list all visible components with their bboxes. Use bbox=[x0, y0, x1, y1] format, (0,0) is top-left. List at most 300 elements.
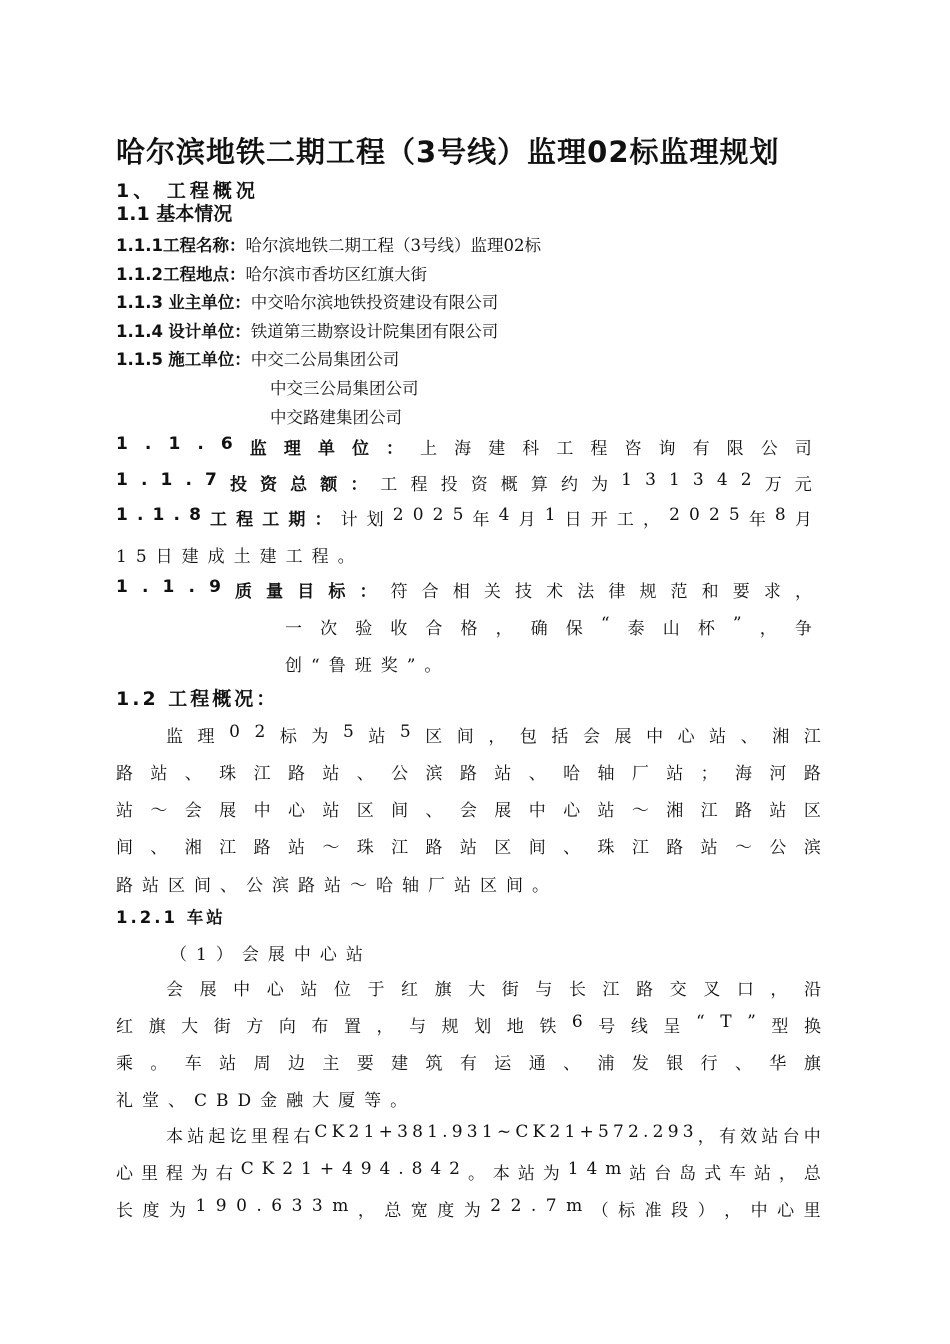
glyph: 1 bbox=[168, 434, 190, 454]
glyph: m bbox=[332, 1196, 349, 1216]
glyph: 中 bbox=[803, 1127, 821, 1147]
glyph: 2 bbox=[652, 1122, 664, 1142]
glyph: 包 bbox=[519, 727, 537, 747]
glyph: 站 bbox=[769, 801, 787, 821]
glyph: 总 bbox=[803, 1164, 821, 1184]
glyph: 3 bbox=[466, 1122, 478, 1142]
glyph: 2 bbox=[282, 1159, 294, 1179]
glyph: 心 bbox=[287, 801, 305, 821]
glyph: 1 bbox=[195, 1196, 207, 1216]
glyph: 要 bbox=[732, 582, 759, 602]
glyph: 2 bbox=[669, 505, 689, 525]
glyph: 、 bbox=[563, 838, 581, 858]
item-quality-continued-2: 创“鲁班奖”。 bbox=[285, 656, 451, 676]
glyph: 监 bbox=[166, 727, 183, 747]
glyph: 0 bbox=[236, 1196, 247, 1216]
item-value: 哈尔滨地铁二期工程（3号线）监理02标 bbox=[245, 236, 541, 255]
overview-line bbox=[166, 722, 821, 747]
glyph: 2 bbox=[708, 505, 729, 525]
glyph: ， bbox=[642, 510, 669, 530]
glyph: 起 bbox=[208, 1127, 226, 1147]
glyph: 概 bbox=[500, 475, 527, 495]
item-owner bbox=[116, 289, 498, 313]
glyph: 江 bbox=[391, 838, 409, 858]
item-value: 中交二公局集团公司 bbox=[250, 350, 400, 369]
glyph: 会 bbox=[582, 727, 600, 747]
station-line-last: 礼堂、CBD金融大厦等。 bbox=[116, 1091, 417, 1111]
glyph: . bbox=[173, 505, 189, 525]
glyph: 期 bbox=[288, 510, 315, 530]
station-line bbox=[116, 1012, 821, 1037]
glyph: 湘 bbox=[184, 838, 202, 858]
glyph: 标 bbox=[328, 582, 355, 602]
item-value: 铁道第三勘察设计院集团有限公司 bbox=[250, 322, 499, 341]
glyph: 2 bbox=[510, 1196, 522, 1216]
glyph: 程 bbox=[272, 1127, 290, 1147]
glyph: 要 bbox=[356, 1054, 374, 1074]
glyph: 7 bbox=[612, 1122, 624, 1142]
glyph: K bbox=[331, 1122, 345, 1142]
glyph: 号 bbox=[598, 1017, 616, 1037]
glyph: 会 bbox=[459, 801, 477, 821]
glyph: 标 bbox=[618, 1201, 636, 1221]
glyph: 9 bbox=[215, 1196, 227, 1216]
glyph: ， bbox=[724, 1201, 742, 1221]
glyph: 站 bbox=[116, 801, 133, 821]
glyph: 1 bbox=[116, 577, 137, 597]
glyph: 路 bbox=[253, 838, 271, 858]
glyph: 7 bbox=[545, 1196, 557, 1216]
item-number: 1.1.5 bbox=[116, 350, 163, 369]
detail-line bbox=[116, 1159, 821, 1184]
glyph: 中 bbox=[233, 980, 251, 1000]
glyph: 有 bbox=[718, 1127, 736, 1147]
glyph: 建 bbox=[488, 439, 515, 459]
glyph: 江 bbox=[631, 838, 649, 858]
glyph: 律 bbox=[608, 582, 635, 602]
glyph: ～ bbox=[631, 801, 649, 821]
glyph: 口 bbox=[736, 980, 754, 1000]
glyph: 路 bbox=[636, 980, 654, 1000]
glyph: 台 bbox=[782, 1127, 800, 1147]
glyph: 向 bbox=[278, 1017, 296, 1037]
glyph: 中 bbox=[646, 727, 664, 747]
glyph: 江 bbox=[253, 764, 271, 784]
glyph: 里 bbox=[140, 1164, 158, 1184]
glyph: ， bbox=[495, 619, 522, 639]
glyph: 宽 bbox=[410, 1201, 428, 1221]
glyph: 合 bbox=[421, 582, 448, 602]
item-label: 施工单位： bbox=[168, 350, 251, 369]
glyph: 间 bbox=[116, 838, 133, 858]
glyph: 度 bbox=[142, 1201, 160, 1221]
item-quality-continued-1 bbox=[285, 614, 821, 639]
glyph: 、 bbox=[184, 764, 202, 784]
item-number: 1.1.3 bbox=[116, 293, 163, 312]
glyph: 边 bbox=[287, 1054, 305, 1074]
glyph: 程 bbox=[236, 510, 263, 530]
item-label: 设计单位： bbox=[168, 322, 251, 341]
glyph: 。 bbox=[150, 1054, 168, 1074]
glyph: 收 bbox=[390, 619, 417, 639]
section-heading-1-1: 1.1 基本情况 bbox=[116, 203, 233, 225]
glyph: 验 bbox=[355, 619, 382, 639]
glyph: 3 bbox=[645, 470, 665, 490]
glyph: 2 bbox=[392, 505, 413, 525]
glyph: 间 bbox=[528, 838, 546, 858]
glyph: 心 bbox=[266, 980, 284, 1000]
glyph: 为 bbox=[591, 475, 618, 495]
glyph: 右 bbox=[215, 1164, 233, 1184]
glyph: ， bbox=[759, 619, 786, 639]
glyph: 站 bbox=[287, 838, 305, 858]
glyph: 、 bbox=[425, 801, 443, 821]
glyph: 本 bbox=[492, 1164, 510, 1184]
glyph: 公 bbox=[760, 439, 787, 459]
glyph: 位 bbox=[351, 439, 378, 459]
glyph: 发 bbox=[631, 1054, 649, 1074]
glyph: 括 bbox=[551, 727, 569, 747]
glyph: 站 bbox=[517, 1164, 535, 1184]
glyph: 珠 bbox=[356, 838, 374, 858]
station-line bbox=[166, 975, 821, 1000]
overview-line bbox=[116, 759, 821, 784]
glyph: 1 bbox=[669, 470, 689, 490]
glyph: 心 bbox=[677, 727, 695, 747]
glyph: 珠 bbox=[597, 838, 615, 858]
glyph: 目 bbox=[297, 582, 324, 602]
glyph: . bbox=[398, 1159, 404, 1179]
glyph: 行 bbox=[700, 1054, 718, 1074]
glyph: 3 bbox=[397, 1122, 408, 1142]
glyph: 区 bbox=[425, 727, 443, 747]
glyph: 于 bbox=[367, 980, 385, 1000]
glyph: 标 bbox=[279, 727, 297, 747]
glyph: 滨 bbox=[803, 838, 821, 858]
glyph: 资 bbox=[470, 475, 497, 495]
glyph: 4 bbox=[586, 1159, 598, 1179]
glyph: 为 bbox=[542, 1164, 560, 1184]
glyph: 银 bbox=[666, 1054, 684, 1074]
glyph: 准 bbox=[644, 1201, 662, 1221]
glyph: m bbox=[605, 1159, 622, 1179]
glyph: 站 bbox=[709, 727, 727, 747]
glyph: 华 bbox=[769, 1054, 787, 1074]
glyph: 确 bbox=[530, 619, 557, 639]
contractor-3: 中交路建集团公司 bbox=[270, 408, 402, 427]
glyph: 心 bbox=[777, 1201, 795, 1221]
detail-line bbox=[116, 1196, 821, 1221]
section-heading-1: 1、 工程概况 bbox=[116, 180, 259, 202]
glyph: 范 bbox=[670, 582, 697, 602]
glyph: 路 bbox=[116, 764, 133, 784]
glyph: 8 bbox=[774, 505, 795, 525]
glyph: 站 bbox=[150, 764, 168, 784]
glyph: 交 bbox=[669, 980, 687, 1000]
glyph: 江 bbox=[700, 801, 718, 821]
glyph: 1 bbox=[363, 1122, 375, 1142]
glyph: 求 bbox=[763, 582, 790, 602]
glyph: m bbox=[566, 1196, 583, 1216]
glyph: 科 bbox=[522, 439, 549, 459]
glyph: 8 bbox=[189, 505, 210, 525]
glyph: 会 bbox=[184, 801, 202, 821]
glyph: 型 bbox=[771, 1017, 789, 1037]
glyph: 地 bbox=[506, 1017, 524, 1037]
glyph: 哈 bbox=[563, 764, 581, 784]
glyph: 站 bbox=[666, 764, 684, 784]
glyph: ： bbox=[386, 439, 413, 459]
glyph: 划 bbox=[366, 510, 393, 530]
item-quality bbox=[116, 577, 821, 602]
item-number: 1.1.1 bbox=[116, 236, 163, 255]
glyph: + bbox=[319, 1159, 335, 1179]
glyph: 、 bbox=[735, 1054, 753, 1074]
glyph: 2 bbox=[449, 1159, 460, 1179]
glyph: 理 bbox=[197, 727, 215, 747]
glyph: 站 bbox=[187, 1127, 205, 1147]
glyph: 呈 bbox=[663, 1017, 681, 1037]
glyph: 4 bbox=[716, 470, 737, 490]
glyph: 建 bbox=[391, 1054, 409, 1074]
glyph: 规 bbox=[441, 1017, 459, 1037]
glyph: 术 bbox=[546, 582, 573, 602]
glyph: 浦 bbox=[597, 1054, 615, 1074]
item-supervisor bbox=[116, 434, 821, 459]
overview-line bbox=[116, 796, 821, 821]
glyph: 厂 bbox=[631, 764, 649, 784]
glyph: C bbox=[240, 1159, 254, 1179]
glyph: . bbox=[643, 1122, 649, 1142]
glyph: ， bbox=[376, 1017, 394, 1037]
glyph: 方 bbox=[246, 1017, 264, 1037]
detail-line bbox=[166, 1122, 821, 1147]
glyph: K bbox=[261, 1159, 275, 1179]
glyph: . bbox=[140, 470, 157, 490]
glyph: 工 bbox=[556, 439, 583, 459]
glyph: 台 bbox=[654, 1164, 672, 1184]
glyph: 开 bbox=[590, 510, 617, 530]
glyph: ， bbox=[357, 1201, 375, 1221]
glyph: 度 bbox=[437, 1201, 455, 1221]
glyph: 江 bbox=[803, 727, 821, 747]
glyph: 置 bbox=[343, 1017, 361, 1037]
glyph: 大 bbox=[468, 980, 486, 1000]
glyph: 海 bbox=[735, 764, 753, 784]
glyph: 心 bbox=[116, 1164, 133, 1184]
glyph: 站 bbox=[597, 801, 615, 821]
item-project-location bbox=[116, 261, 427, 285]
glyph: 8 bbox=[412, 1122, 423, 1142]
glyph: 1 bbox=[621, 470, 641, 490]
glyph: 长 bbox=[116, 1201, 133, 1221]
glyph: 站 bbox=[368, 727, 386, 747]
glyph: 月 bbox=[518, 510, 545, 530]
glyph: . bbox=[197, 434, 213, 454]
glyph: 河 bbox=[769, 764, 787, 784]
glyph: ” bbox=[732, 614, 751, 634]
glyph: 叉 bbox=[703, 980, 721, 1000]
glyph: 岛 bbox=[679, 1164, 697, 1184]
glyph: 5 bbox=[342, 722, 354, 742]
glyph: ， bbox=[770, 980, 788, 1000]
glyph: （ bbox=[591, 1201, 609, 1221]
glyph: 、 bbox=[740, 727, 758, 747]
glyph: 规 bbox=[639, 582, 666, 602]
glyph: 投 bbox=[229, 475, 256, 495]
glyph: 元 bbox=[794, 475, 821, 495]
glyph: 次 bbox=[320, 619, 347, 639]
glyph: 路 bbox=[735, 801, 753, 821]
glyph: ， bbox=[488, 727, 506, 747]
glyph: 山 bbox=[662, 619, 689, 639]
glyph: 心 bbox=[563, 801, 581, 821]
item-label: 工程地点： bbox=[162, 265, 246, 284]
glyph: T bbox=[720, 1012, 732, 1032]
glyph: 1 bbox=[544, 505, 565, 525]
glyph: 站 bbox=[322, 764, 340, 784]
glyph: 4 bbox=[498, 505, 519, 525]
contractor-2: 中交三公局集团公司 bbox=[270, 379, 419, 398]
item-project-name bbox=[116, 232, 541, 256]
glyph: 有 bbox=[459, 1054, 477, 1074]
glyph: 铁 bbox=[539, 1017, 557, 1037]
glyph: 相 bbox=[452, 582, 479, 602]
glyph: 站 bbox=[300, 980, 318, 1000]
glyph: 式 bbox=[704, 1164, 722, 1184]
glyph: 9 bbox=[667, 1122, 679, 1142]
glyph: 年 bbox=[472, 510, 499, 530]
overview-line bbox=[116, 833, 821, 858]
glyph: ： bbox=[350, 475, 377, 495]
glyph: 为 bbox=[463, 1201, 481, 1221]
glyph: 5 bbox=[597, 1122, 609, 1142]
glyph: ～ bbox=[322, 838, 340, 858]
glyph: 合 bbox=[425, 619, 452, 639]
glyph: 海 bbox=[454, 439, 481, 459]
glyph: 算 bbox=[530, 475, 557, 495]
item-contractor bbox=[116, 346, 399, 370]
glyph: 路 bbox=[459, 764, 477, 784]
glyph: 街 bbox=[213, 1017, 231, 1037]
glyph: 车 bbox=[184, 1054, 202, 1074]
glyph: 。 bbox=[467, 1164, 485, 1184]
glyph: 1 bbox=[116, 434, 137, 454]
glyph: 7 bbox=[205, 470, 226, 490]
glyph: 湘 bbox=[666, 801, 684, 821]
glyph: 泰 bbox=[627, 619, 654, 639]
glyph: ～ bbox=[150, 801, 168, 821]
item-value: 中交哈尔滨地铁投资建设有限公司 bbox=[250, 293, 499, 312]
glyph: 为 bbox=[190, 1164, 208, 1184]
document-title: 哈尔滨地铁二期工程（3号线）监理02标监理规划 bbox=[116, 135, 780, 169]
glyph: 限 bbox=[726, 439, 753, 459]
glyph: 格 bbox=[460, 619, 487, 639]
glyph: 9 bbox=[451, 1122, 463, 1142]
glyph: 、 bbox=[528, 764, 546, 784]
glyph: 展 bbox=[494, 801, 512, 821]
glyph: 4 bbox=[430, 1159, 442, 1179]
item-investment bbox=[116, 470, 821, 495]
glyph: 总 bbox=[290, 475, 317, 495]
glyph: 右 bbox=[293, 1127, 311, 1147]
glyph: 质 bbox=[235, 582, 262, 602]
glyph: 杯 bbox=[697, 619, 724, 639]
glyph: ～ bbox=[735, 838, 753, 858]
glyph: 2 bbox=[254, 722, 266, 742]
glyph: 线 bbox=[630, 1017, 648, 1037]
glyph: 4 bbox=[379, 1159, 391, 1179]
glyph: 路 bbox=[666, 838, 684, 858]
glyph: 湘 bbox=[772, 727, 790, 747]
glyph: . bbox=[530, 1196, 537, 1216]
item-schedule bbox=[116, 505, 821, 530]
glyph: 区 bbox=[803, 801, 821, 821]
glyph: 6 bbox=[271, 1196, 283, 1216]
glyph: 路 bbox=[803, 764, 821, 784]
glyph: 展 bbox=[219, 801, 237, 821]
glyph: 旗 bbox=[434, 980, 452, 1000]
glyph: 1 bbox=[301, 1159, 312, 1179]
glyph: 6 bbox=[220, 434, 242, 454]
glyph: 周 bbox=[253, 1054, 271, 1074]
glyph: K bbox=[532, 1122, 546, 1142]
glyph: 日 bbox=[564, 510, 591, 530]
item-schedule-continued: 15日建成土建工程。 bbox=[116, 547, 364, 567]
section-heading-1-2-1 bbox=[116, 904, 226, 928]
glyph: 保 bbox=[565, 619, 592, 639]
glyph: + bbox=[579, 1122, 594, 1142]
glyph: 、 bbox=[150, 838, 168, 858]
glyph: 计 bbox=[340, 510, 367, 530]
glyph: “ bbox=[600, 614, 619, 634]
glyph: C bbox=[314, 1122, 328, 1142]
glyph: . bbox=[136, 505, 153, 525]
glyph: 程 bbox=[165, 1164, 183, 1184]
glyph: 展 bbox=[199, 980, 217, 1000]
glyph: 里 bbox=[250, 1127, 268, 1147]
glyph: 里 bbox=[803, 1201, 821, 1221]
glyph: 红 bbox=[116, 1017, 133, 1037]
glyph: 站 bbox=[494, 764, 512, 784]
glyph: 6 bbox=[571, 1012, 583, 1032]
station-title: （1）会展中心站 bbox=[170, 945, 372, 965]
glyph: 主 bbox=[322, 1054, 340, 1074]
glyph: 1 bbox=[564, 1122, 576, 1142]
item-number: 1.1.4 bbox=[116, 322, 163, 341]
glyph: 程 bbox=[410, 475, 437, 495]
station-line bbox=[116, 1049, 821, 1074]
overview-line-last: 路站区间、公滨路站～哈轴厂站区间。 bbox=[116, 876, 558, 896]
glyph: 月 bbox=[794, 510, 821, 530]
glyph: 公 bbox=[391, 764, 409, 784]
glyph: 间 bbox=[391, 801, 409, 821]
glyph: 4 bbox=[342, 1159, 353, 1179]
glyph: 旗 bbox=[803, 1054, 821, 1074]
glyph: 约 bbox=[560, 475, 587, 495]
glyph: 3 bbox=[682, 1122, 694, 1142]
glyph: 区 bbox=[494, 838, 512, 858]
glyph: 展 bbox=[614, 727, 632, 747]
glyph: 1 bbox=[160, 470, 182, 490]
glyph: 站 bbox=[629, 1164, 647, 1184]
item-value: 哈尔滨市香坊区红旗大街 bbox=[245, 265, 427, 284]
glyph: 筑 bbox=[425, 1054, 443, 1074]
glyph: 路 bbox=[287, 764, 305, 784]
glyph: 年 bbox=[748, 510, 775, 530]
glyph: ： bbox=[314, 510, 341, 530]
glyph: ； bbox=[700, 764, 718, 784]
